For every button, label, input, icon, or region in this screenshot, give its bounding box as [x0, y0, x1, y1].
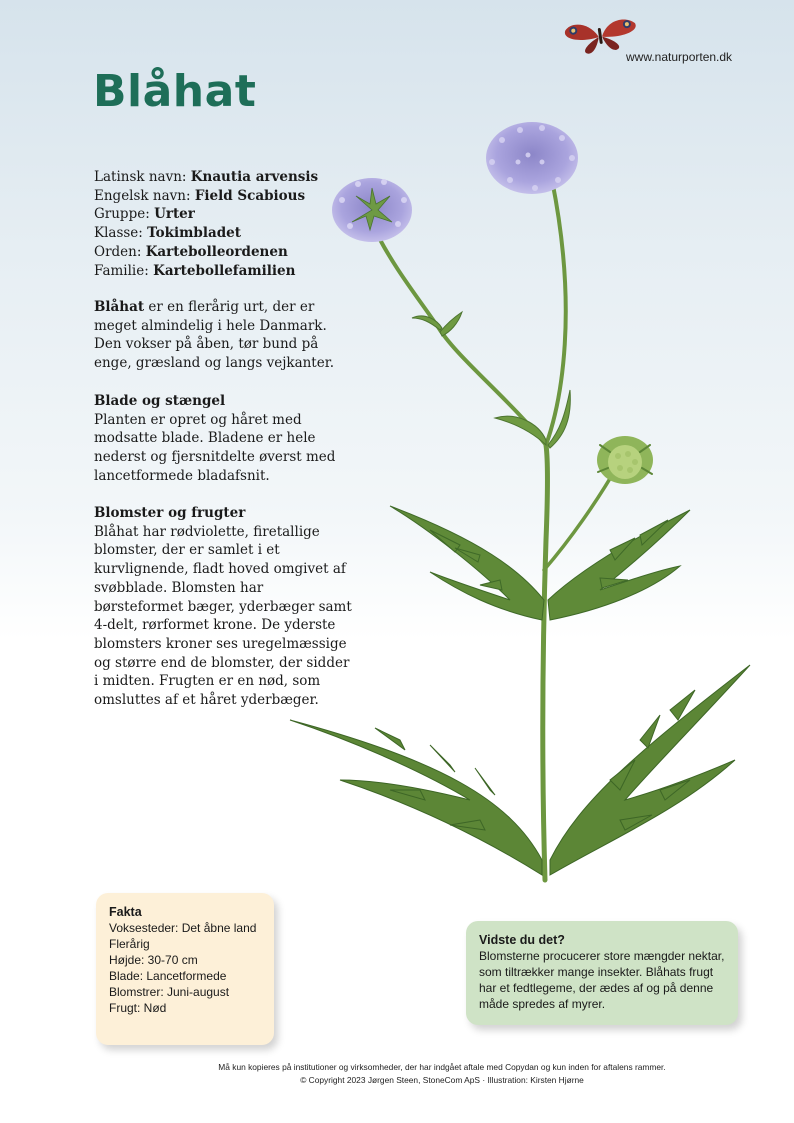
website-url: www.naturporten.dk [626, 50, 733, 64]
did-you-know-box [466, 921, 738, 1025]
footer-license: Må kun kopieres på institutioner og virksomheder, der har indgået aftale med Copydan og kun inden for aftalens rammer. [218, 1062, 666, 1072]
page-title: Blåhat [93, 66, 257, 117]
taxonomy-label: Gruppe: [94, 206, 150, 223]
taxonomy-value: Kartebolleordenen [145, 243, 288, 260]
taxonomy-value: Kartebollefamilien [153, 262, 296, 279]
fakta-line: Blade: Lancetformede [109, 969, 227, 983]
fakta-line: Voksesteder: Det åbne land [109, 921, 257, 935]
plant-illustration [280, 100, 760, 900]
taxonomy-label: Engelsk navn: [94, 187, 191, 204]
taxonomy-value: Knautia arvensis [190, 169, 319, 185]
taxonomy-value: Tokimbladet [147, 225, 242, 242]
intro-text: er en flerårig urt, der er meget almindelig i hele Danmark. Den vokser på åben, tør bund på enge, græsland og langs vejkanter. [94, 299, 334, 372]
fakta-line: Frugt: Nød [109, 1001, 167, 1015]
butterfly-illustration [560, 14, 642, 54]
footer-copyright: © Copyright 2023 Jørgen Steen, StoneCom ApS · Illustration: Kirsten Hjørne [300, 1075, 584, 1085]
taxonomy-value: Urter [154, 206, 195, 223]
fakta-heading: Fakta [109, 905, 142, 919]
did-you-know-text: Blomsterne procucerer store mængder nektar, som tiltrækker mange insekter. Blåhats frugt har et fedtlegeme, der ædes af og på denne måde spredes af myrer. [479, 949, 725, 1011]
fakta-line: Flerårig [109, 937, 150, 951]
taxonomy-label: Klasse: [94, 225, 143, 242]
fakta-line: Højde: 30-70 cm [109, 953, 198, 967]
taxonomy-value: Field Scabious [194, 187, 306, 204]
did-you-know-heading: Vidste du det? [479, 933, 565, 947]
section-text: Planten er opret og håret med modsatte blade. Bladene er hele nederst og fjersnitdelte øverst med lancetformede bladafsnit. [94, 411, 336, 484]
fakta-line: Blomstrer: Juni-august [109, 985, 230, 999]
section-heading: Blade og stængel [94, 393, 226, 409]
taxonomy-label: Familie: [94, 262, 149, 279]
intro-bold: Blåhat [94, 299, 145, 315]
taxonomy-label: Orden: [94, 243, 142, 260]
footer [0, 1061, 794, 1087]
taxonomy-label: Latinsk navn: [94, 169, 187, 185]
section-heading: Blomster og frugter [94, 505, 246, 521]
fakta-box [96, 893, 274, 1045]
section-text: Blåhat har rødviolette, firetallige blomster, der er samlet i et kurvlignende, fladt hoved omgivet af svøbblade. Blomsten har børsteformet bæger, yderbæger samt 4-delt, rørformet krone. De yderste blomsters kroner ses uregelmæssige og større end de blomster, der sidder i midten. Frugten er en nød, som omsluttes af et håret yderbæger. [94, 523, 352, 709]
